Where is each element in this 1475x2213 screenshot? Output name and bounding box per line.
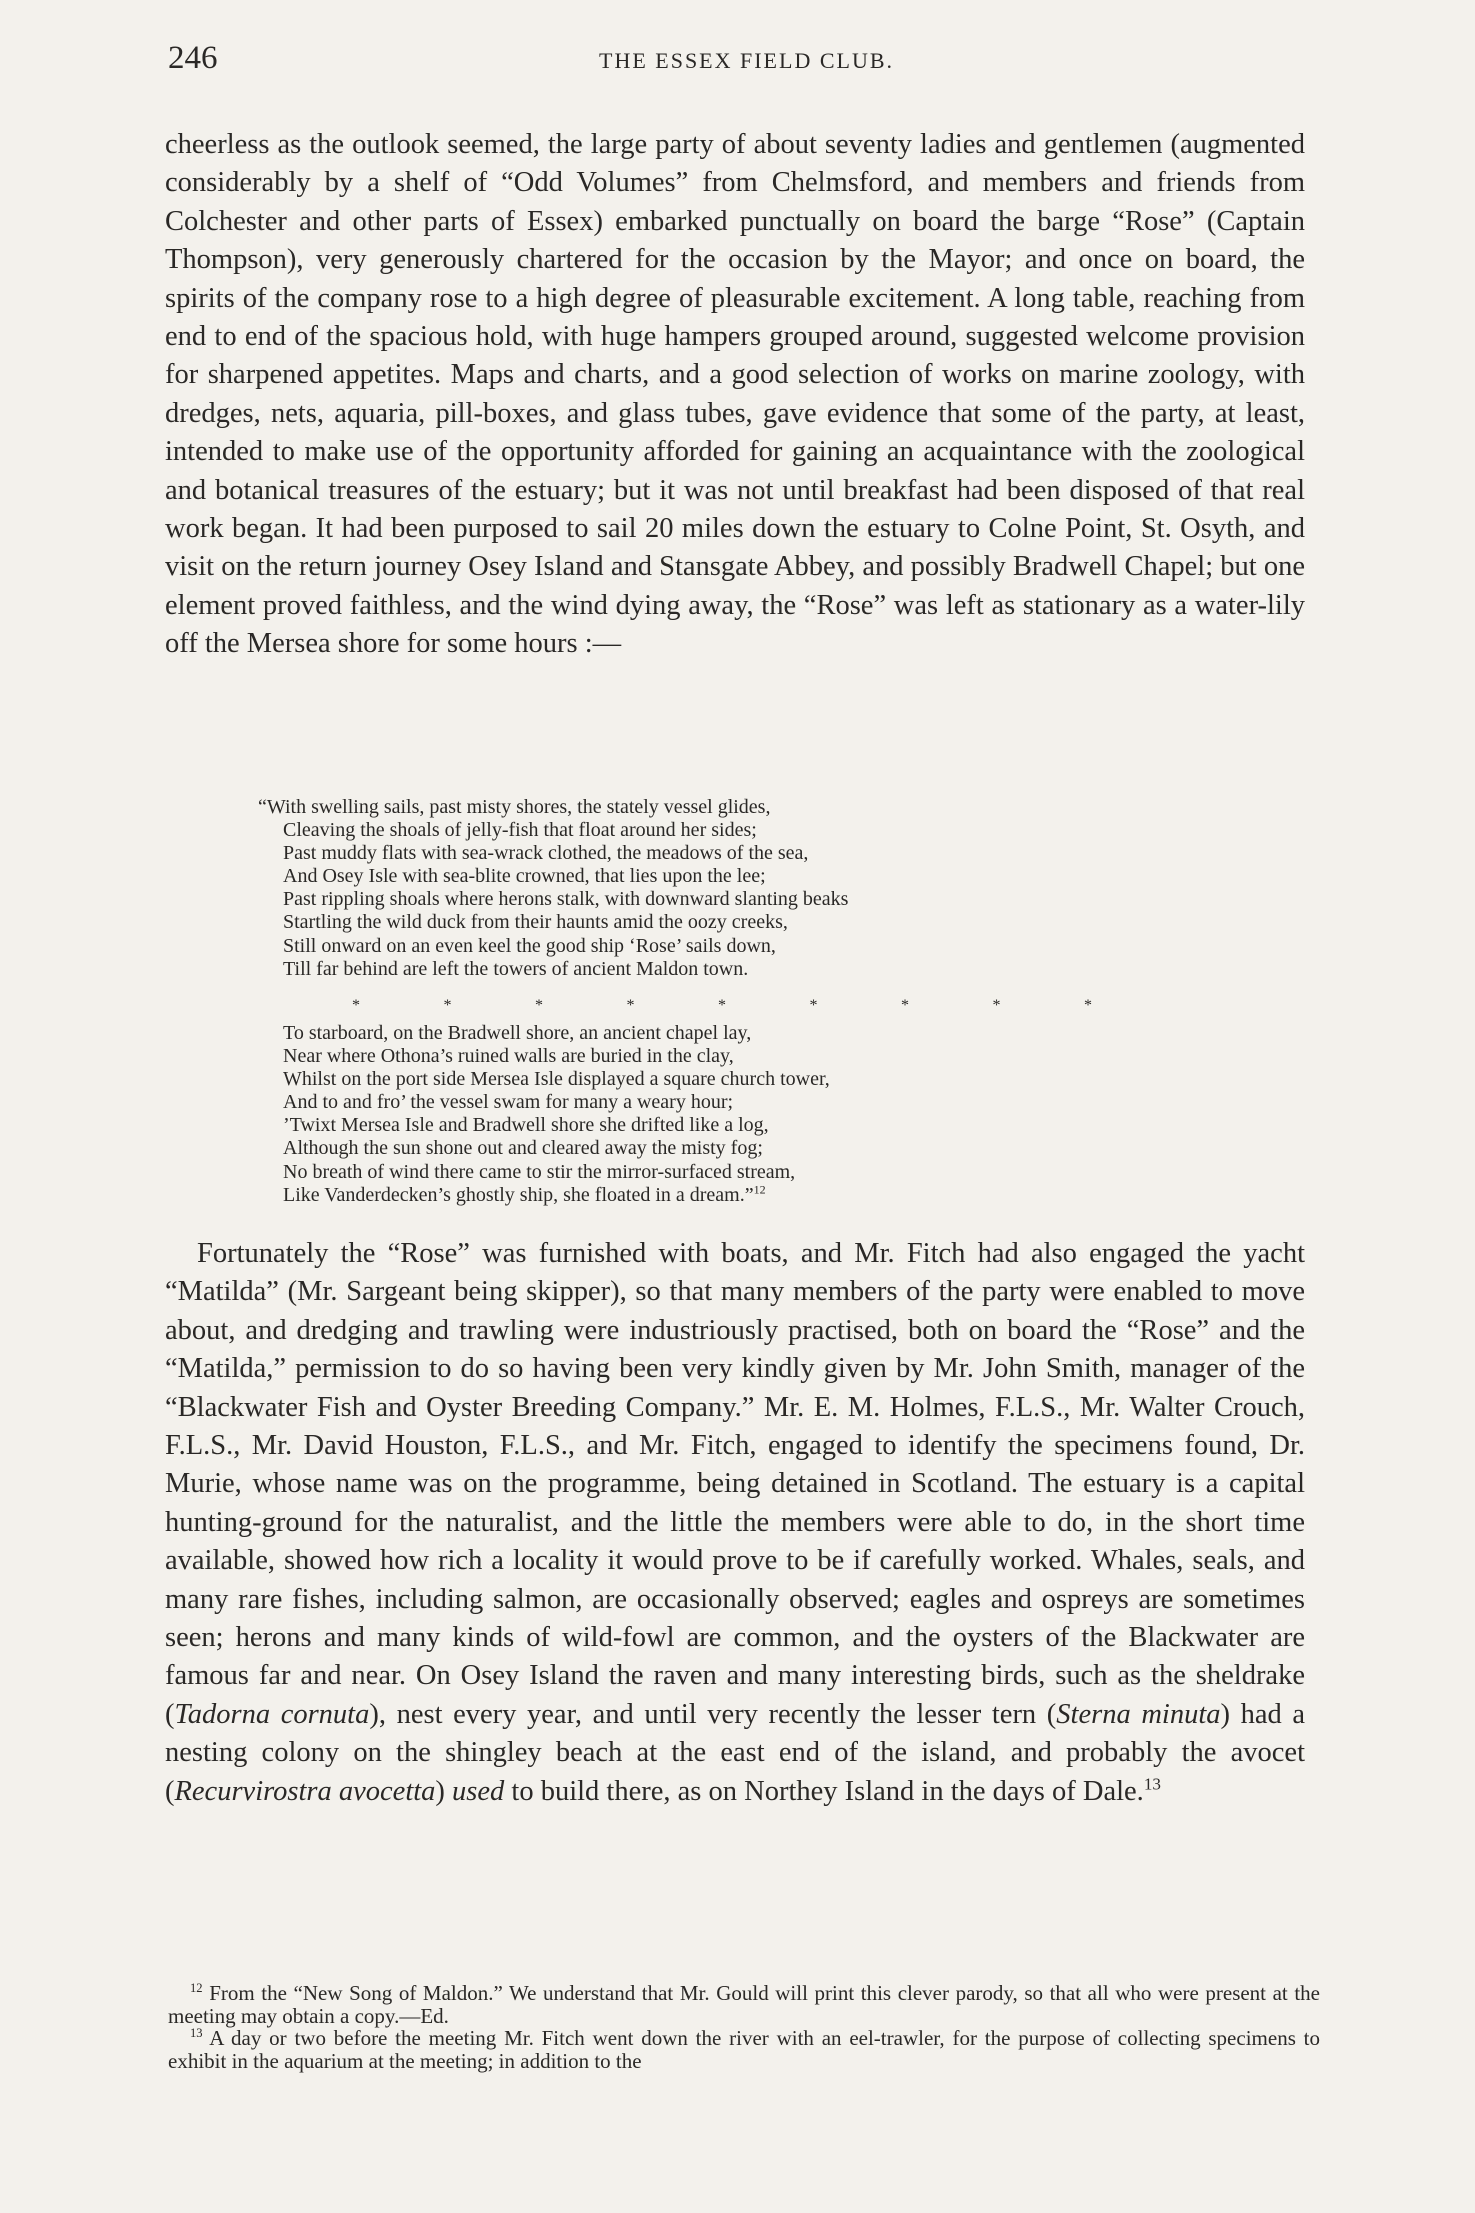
star-glyph: * [443,997,452,1014]
page-number: 246 [168,40,218,76]
verse-line: Till far behind are left the towers of ancient Maldon town. [283,957,749,980]
verse-stanza-1 [258,796,1153,981]
verse-line: Startling the wild duck from their haunts amid the oozy creeks, [283,911,788,934]
paragraph-text: Fortunately the “Rose” was furnished with boats, and Mr. Fitch had also engaged the yacht “Matilda” (Mr. Sargeant being skipper), so that many members of the party were enabled to move about, and dredging and trawling were industriously practised, both on board the “Rose” and the “Matilda,” permission to do so having been very kindly given by Mr. John Smith, manager of the “Blackwater Fish and Oyster Breeding Company.” Mr. E. M. Holmes, F.L.S., Mr. Walter Crouch, F.L.S., Mr. David Houston, F.L.S., and Mr. Fitch, engaged to identify the specimens found, Dr. Murie, whose name was on the programme, being detained in Scotland. The estuary is a capital hunting-ground for the naturalist, and the little the members were able to do, in the short time available, showed how rich a locality it would prove to be if carefully worked. Whales, seals, and many rare fishes, including salmon, are occasionally observed; eagles and ospreys are sometimes seen; herons and many kinds of wild-fowl are common, and the oysters of the Blackwater are famous far and near. On Osey Island the raven and many interesting birds, such as the sheldrake ( [165,1238,1305,1730]
verse-line-text: Like Vanderdecken’s ghostly ship, she floated in a dream.” [283,1183,754,1206]
paragraph-text: ) had a nesting colony on the shingley beach at the east end of the island, and probably the avocet ( [165,1698,1306,1807]
verse-stanza-2 [283,1022,1153,1207]
star-glyph: * [718,997,726,1014]
species-name: Tadorna cornuta [174,1698,370,1730]
star-glyph: * [901,997,909,1014]
paragraph-text: to build there, as on Northey Island in the days of Dale. [504,1775,1144,1807]
verse-line [283,1184,1153,1207]
verse-line: “With swelling sails, past misty shores, the stately vessel glides, [258,796,771,818]
species-name: Sterna minuta [1056,1698,1221,1730]
paragraph-text: ) [435,1775,453,1807]
footnotes [168,1982,1320,2072]
verse-line: Near where Othona’s ruined walls are buried in the clay, [283,1045,734,1068]
species-name: Recurvirostra avocetta [174,1775,436,1807]
star-glyph: * [809,997,818,1014]
footnote [168,2027,1320,2072]
verse-line: Past rippling shoals where herons stalk, with downward slanting beaks [283,888,849,911]
star-glyph: * [1084,997,1092,1014]
footnote-marker: 13 [1143,1774,1161,1794]
page-header [168,40,1325,80]
footnote [168,1982,1320,2027]
verse-line: ’Twixt Mersea Isle and Bradwell shore she drifted like a log, [283,1114,769,1137]
verse-line: No breath of wind there came to stir the mirror-surfaced stream, [283,1160,796,1183]
footnote-marker: 12 [753,1182,766,1196]
verse-line: Past muddy flats with sea-wrack clothed, the meadows of the sea, [283,842,809,865]
emphasis: used [452,1775,505,1807]
footnote-text: A day or two before the meeting Mr. Fitch went down the river with an eel-trawler, for the purpose of collecting specimens to exhibit in the aquarium at the meeting; in addition to the [168,2026,1320,2073]
star-glyph: * [626,997,635,1014]
verse-line: And Osey Isle with sea-blite crowned, that lies upon the lee; [283,865,766,888]
body-paragraph-2 [165,1235,1305,1811]
star-glyph: * [535,997,543,1014]
verse-line: Whilst on the port side Mersea Isle displayed a square church tower, [283,1068,830,1091]
section-break-stars [352,996,1092,1016]
star-glyph: * [352,997,360,1014]
verse-line: Cleaving the shoals of jelly-fish that float around her sides; [283,819,757,842]
star-glyph: * [992,997,1001,1014]
paragraph-text: ), nest every year, and until very recently the lesser tern ( [369,1698,1057,1730]
verse-line: Although the sun shone out and cleared away the misty fog; [283,1137,763,1160]
footnote-number: 13 [190,2026,203,2040]
running-head: THE ESSEX FIELD CLUB. [599,48,894,73]
verse-line: To starboard, on the Bradwell shore, an ancient chapel lay, [283,1022,752,1044]
verse-line: And to and fro’ the vessel swam for many a weary hour; [283,1091,734,1114]
verse-line: Still onward on an even keel the good ship ‘Rose’ sails down, [283,934,776,957]
footnote-number: 12 [190,1981,203,1995]
footnote-text: From the “New Song of Maldon.” We understand that Mr. Gould will print this clever parody, so that all who were present at the meeting may obtain a copy.—Ed. [168,1981,1320,2028]
body-paragraph-1: cheerless as the outlook seemed, the large party of about seventy ladies and gentlemen (augmented considerably by a shelf of “Odd Volumes” from Chelmsford, and members and friends from Colchester and other parts of Essex) embarked punctually on board the barge “Rose” (Captain Thompson), very generously chartered for the occasion by the Mayor; and once on board, the spirits of the company rose to a high degree of pleasurable excitement. A long table, reaching from end to end of the spacious hold, with huge hampers grouped around, suggested welcome provision for sharpened appetites. Maps and charts, and a good selection of works on marine zoology, with dredges, nets, aquaria, pill-boxes, and glass tubes, gave evidence that some of the party, at least, intended to make use of the opportunity afforded for gaining an acquaintance with the zoological and botanical treasures of the estuary; but it was not until breakfast had been disposed of that real work began. It had been purposed to sail 20 miles down the estuary to Colne Point, St. Osyth, and visit on the return journey Osey Island and Stansgate Abbey, and possibly Bradwell Chapel; but one element proved faithless, and the wind dying away, the “Rose” was left as stationary as a water-lily off the Mersea shore for some hours :— [165,129,1305,660]
